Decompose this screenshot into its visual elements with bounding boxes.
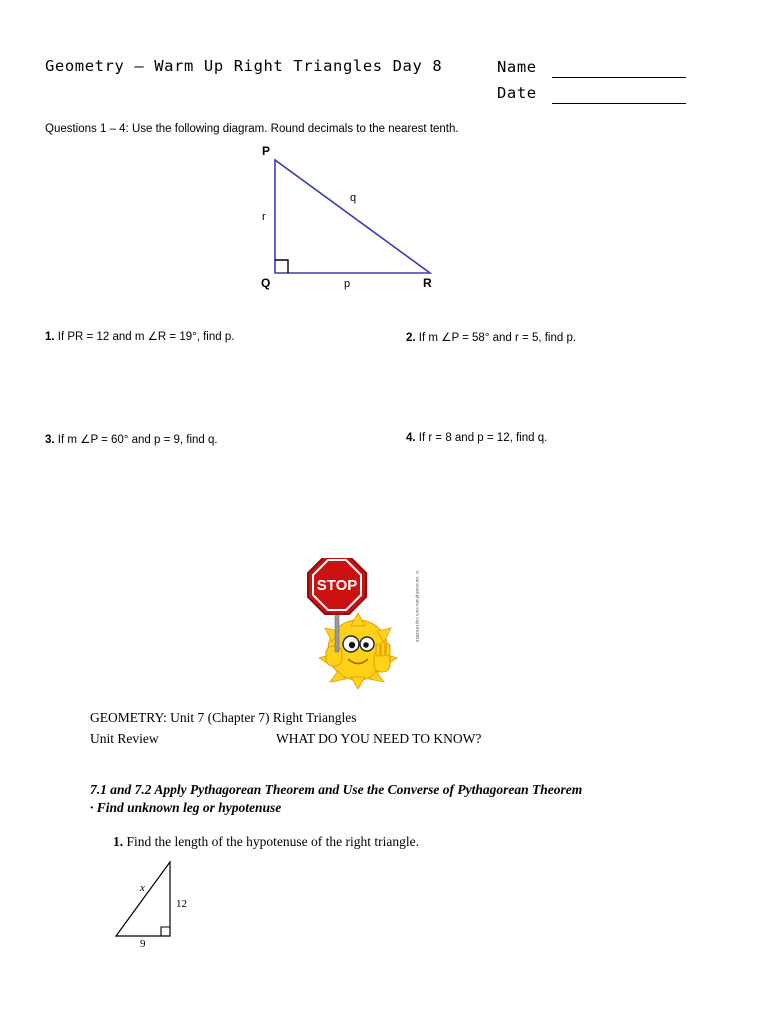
question-2-number: 2. [406, 332, 416, 344]
question-1-text: If PR = 12 and m ∠R = 19°, find p. [57, 331, 235, 343]
question-3 [45, 432, 218, 446]
stop-sign-clipart [296, 558, 421, 693]
small-triangle-label-12: 12 [176, 898, 187, 910]
clipart-credit: © canstockphoto.com csp1963845 [415, 570, 420, 643]
question-3-number: 3. [45, 434, 55, 446]
vertex-label-r: R [423, 276, 432, 290]
side-label-p: p [344, 278, 351, 290]
page-title: Geometry – Warm Up Right Triangles Day 8 [45, 57, 443, 75]
small-right-triangle-diagram [108, 858, 218, 958]
small-triangle-label-x: x [140, 882, 145, 894]
need-to-know-heading: WHAT DO YOU NEED TO KNOW? [276, 731, 482, 746]
question-2-text: If m ∠P = 58° and r = 5, find p. [418, 332, 577, 344]
section-heading: 7.1 and 7.2 Apply Pythagorean Theorem and Use the Converse of Pythagorean Theorem [90, 782, 583, 797]
small-triangle-label-9: 9 [140, 938, 146, 950]
question-1 [45, 329, 234, 343]
section-bullet: · Find unknown leg or hypotenuse [90, 800, 282, 815]
instructions-text: Questions 1 – 4: Use the following diagram. Round decimals to the nearest tenth. [45, 123, 459, 135]
side-label-r: r [262, 211, 266, 223]
vertex-label-p: P [262, 144, 271, 158]
question-4 [406, 432, 547, 444]
side-label-q: q [350, 192, 357, 204]
stop-sign-text: STOP [316, 577, 358, 594]
review-problem-1-text: Find the length of the hypotenuse of the right triangle. [126, 834, 419, 849]
date-label: Date [497, 84, 537, 102]
review-problem-1 [113, 834, 419, 850]
unit-heading: GEOMETRY: Unit 7 (Chapter 7) Right Triangles [90, 710, 357, 725]
question-2 [406, 330, 576, 344]
name-label: Name [497, 58, 537, 76]
right-triangle-diagram [240, 144, 460, 300]
unit-review-label: Unit Review [90, 731, 159, 746]
question-1-number: 1. [45, 331, 55, 343]
review-problem-1-number: 1. [113, 834, 124, 849]
vertex-label-q: Q [261, 276, 271, 290]
question-4-number: 4. [406, 432, 416, 444]
question-3-text: If m ∠P = 60° and p = 9, find q. [57, 434, 218, 446]
name-answer-line[interactable] [552, 77, 686, 78]
question-4-text: If r = 8 and p = 12, find q. [418, 432, 548, 444]
date-answer-line[interactable] [552, 103, 686, 104]
